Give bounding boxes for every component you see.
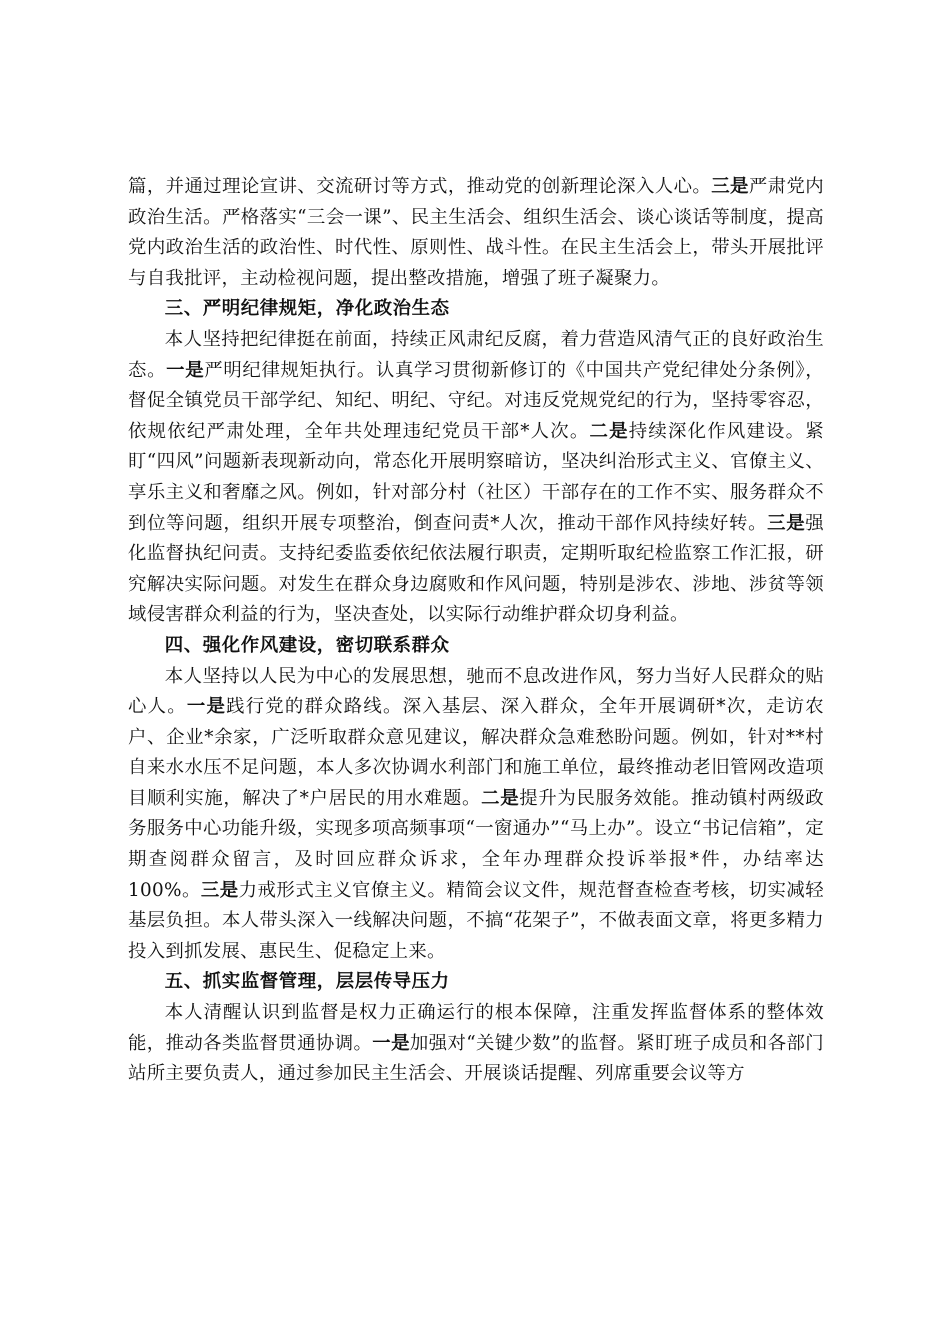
s4-text-1: 本人坚持以人民为中心的发展思想，驰而不息改进作风，努力当好人民群众的贴心人。 [128,665,824,718]
intro-keyword-three: 三是 [711,176,749,197]
s4-text-2: 践行党的群众路线。深入基层、深入群众，全年开展调研*次，走访农户、企业*余家，广泛听取群众意见建议，解决群众急难愁盼问题。例如，针对**村自来水水压不足问题，本人多次协调水利部门和施工单位，最终推动老旧管网改造项目顺利实施，解决了*户居民的用水难题。 [128,696,824,809]
s3-keyword-three: 三是 [767,512,806,534]
intro-text-2: 严肃党内政治生活。严格落实“三会一课”、民主生活会、组织生活会、谈心谈话等制度，提高党内政治生活的政治性、时代性、原则性、战斗性。在民主生活会上，带头开展批评与自我批评，主动检视问题，提出整改措施，增强了班子凝聚力。 [128,176,824,289]
s5-keyword-one: 一是 [372,1032,410,1054]
s4-keyword-three: 三是 [200,879,239,901]
section-4-heading: 四、强化作风建设，密切联系群众 [164,634,450,656]
s4-keyword-two: 二是 [481,787,520,809]
intro-text-1: 篇，并通过理论宣讲、交流研讨等方式，推动党的创新理论深入人心。 [128,176,712,197]
s3-text-4: 强化监督执纪问责。支持纪委监委依纪依法履行职责，定期听取纪检监察工作汇报，研究解决实际问题。对发生在群众身边腐败和作风问题，特别是涉农、涉地、涉贫等领域侵害群众利益的行为，坚决查处，以实际行动维护群众切身利益。 [128,512,824,626]
s3-text-2: 严明纪律规矩执行。认真学习贯彻新修订的《中国共产党纪律处分条例》，督促全镇党员干部学纪、知纪、明纪、守纪。对违反党规党纪的行为，坚持零容忍，依规依纪严肃处理，全年共处理违纪党员干部*人次。 [128,359,824,442]
s4-keyword-one: 一是 [186,696,227,718]
s3-text-1: 本人坚持把纪律挺在前面，持续正风肃纪反腐，着力营造风清气正的良好政治生态。 [128,328,824,381]
s3-text-3: 持续深化作风建设。紧盯“四风”问题新表现新动向，常态化开展明察暗访，坚决纠治形式主义、官僚主义、享乐主义和奢靡之风。例如，针对部分村（社区）干部存在的工作不实、服务群众不到位等问题，组织开展专项整治，倒查问责*人次，推动干部作风持续好转。 [128,420,824,534]
s5-text-2: 加强对“关键少数”的监督。紧盯班子成员和各部门站所主要负责人，通过参加民主生活会、开展谈话提醒、列席重要会议等方 [128,1032,824,1085]
section-3-heading: 三、严明纪律规矩，净化政治生态 [164,298,450,320]
s3-keyword-one: 一是 [166,359,205,381]
section-3-paragraph [128,325,824,631]
s4-text-4: 力戒形式主义官僚主义。精简会议文件，规范督查检查考核，切实减轻基层负担。本人带头深入一线解决问题，不搞“花架子”，不做表面文章，将更多精力投入到抓发展、惠民生、促稳定上来。 [128,879,824,962]
section-5-paragraph [128,998,824,1090]
s5-text-1: 本人清醒认识到监督是权力正确运行的根本保障，注重发挥监督体系的整体效能，推动各类监督贯通协调。 [128,1002,824,1054]
document-page [128,172,824,1090]
section-4-paragraph [128,662,824,968]
s4-text-3: 提升为民服务效能。推动镇村两级政务服务中心功能升级，实现多项高频事项“一窗通办”“马上办”。设立“书记信箱”，定期查阅群众留言，及时回应群众诉求，全年办理群众投诉举报*件，办结率达 100%。 [128,787,824,901]
intro-paragraph [128,172,824,294]
section-5-heading: 五、抓实监督管理，层层传导压力 [164,971,450,993]
s3-keyword-two: 二是 [589,420,629,442]
